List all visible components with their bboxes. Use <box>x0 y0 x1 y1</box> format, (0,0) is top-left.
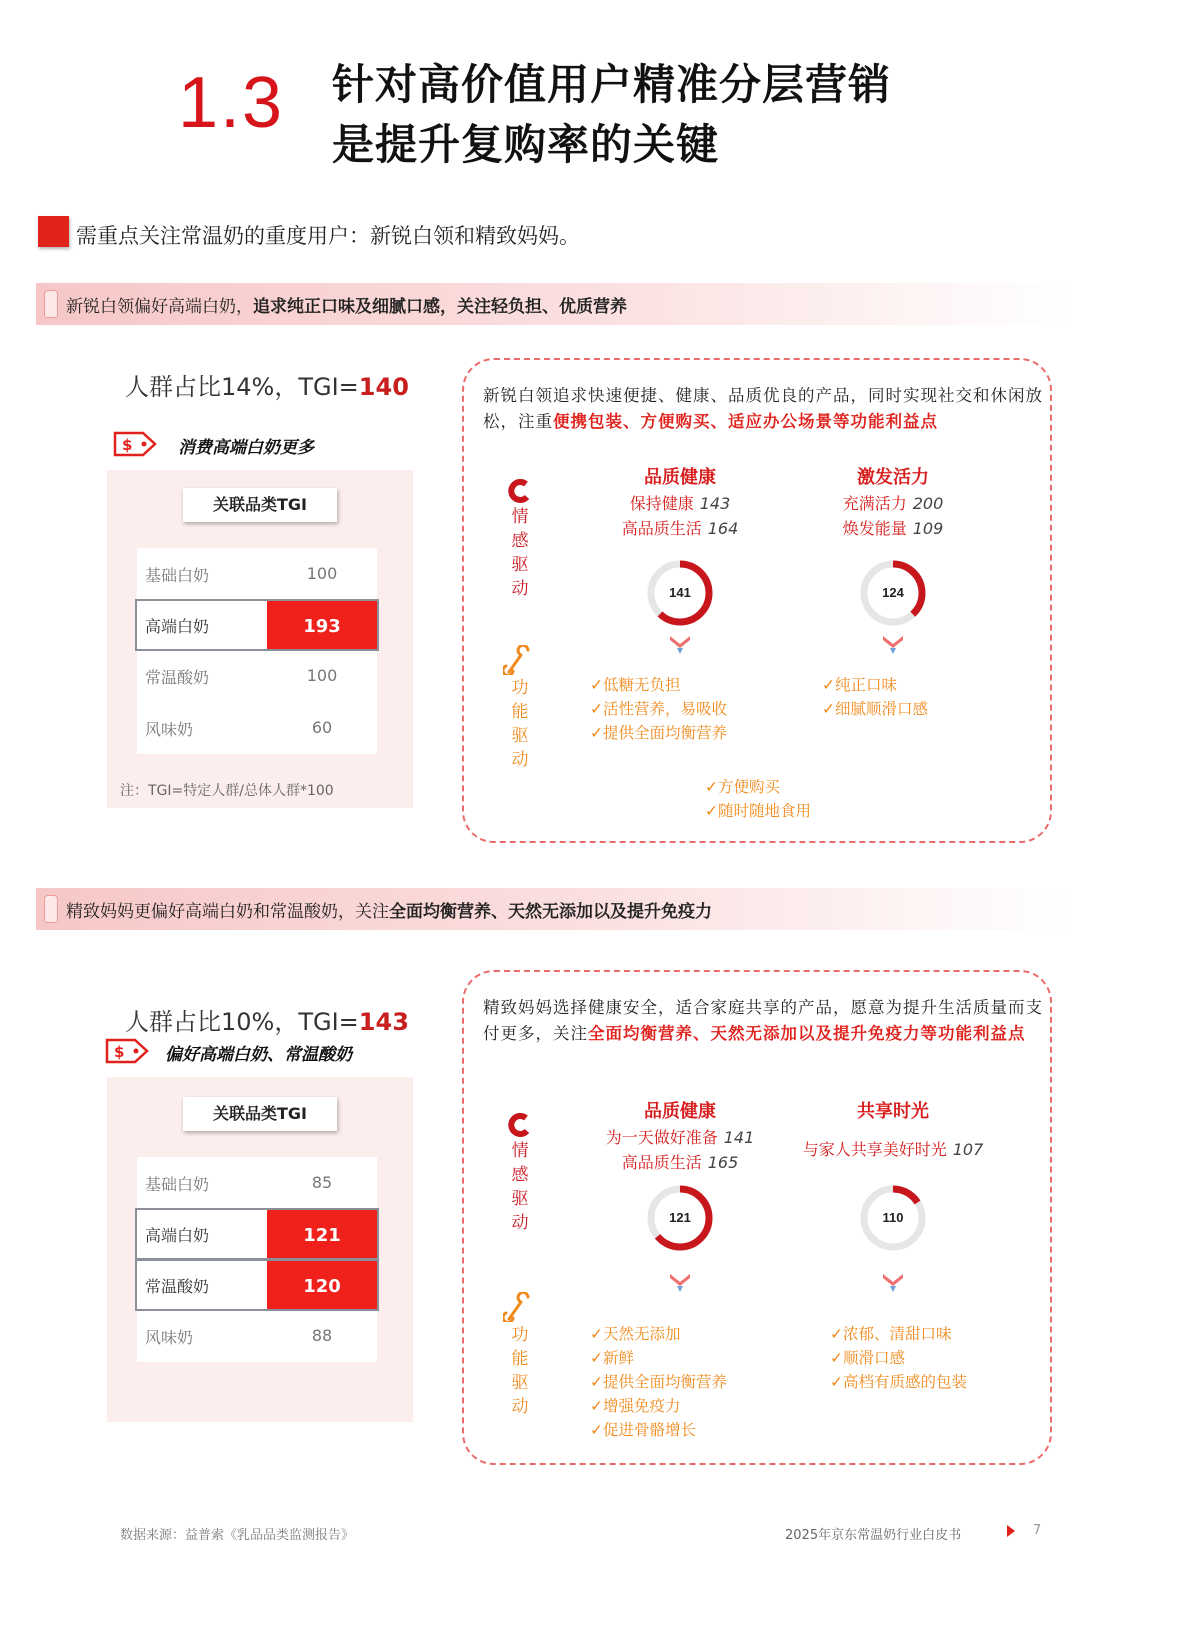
driver-column <box>560 463 800 541</box>
description-text: 精致妈妈选择健康安全，适合家庭共享的产品，愿意为提升生活质量而支付更多，关注 <box>483 998 1043 1043</box>
category-name: 常温酸奶 <box>145 1276 210 1296</box>
driver-label: 充满活力 <box>842 494 907 513</box>
population-share <box>125 1002 409 1037</box>
ring-value: 141 <box>669 585 691 600</box>
tgi-cell: 60 <box>311 718 333 737</box>
wrench-icon <box>503 1292 533 1326</box>
driver-line <box>560 1125 800 1150</box>
driver-label: 保持健康 <box>629 494 694 513</box>
driver-label: 高品质生活 <box>621 519 702 538</box>
function-label: 功能驱动 <box>511 678 529 770</box>
report-name: 2025年京东常温奶行业白皮书 <box>785 1528 962 1543</box>
tgi-cell: 121 <box>267 1210 377 1258</box>
description-highlight: 便携包装、方便购买、适应办公场景等功能利益点 <box>553 412 938 431</box>
driver-title: 共享时光 <box>857 1101 929 1122</box>
page-number: 7 <box>1033 1523 1042 1538</box>
tgi-cell: 85 <box>311 1173 333 1192</box>
chevron-down-icon <box>881 1271 905 1297</box>
driver-line <box>773 516 1013 541</box>
table-row <box>137 650 377 702</box>
driver-value: 200 <box>912 494 944 513</box>
shared-function-item: ✓随时随地食用 <box>705 802 811 820</box>
banner-text: 精致妈妈更偏好高端白奶和常温酸奶，关注 <box>66 901 389 922</box>
tgi-cell: 193 <box>267 601 377 649</box>
ring-value: 110 <box>882 1210 904 1226</box>
driver-title: 品质健康 <box>644 1101 716 1122</box>
function-label: 功能驱动 <box>511 1325 529 1418</box>
function-item: ✓细腻顺滑口感 <box>822 700 928 718</box>
category-name: 基础白奶 <box>145 1174 210 1194</box>
function-item: ✓纯正口味 <box>822 676 897 694</box>
driver-column <box>773 463 1013 541</box>
emotion-label: 情感驱动 <box>511 1141 529 1233</box>
ring-chart <box>645 558 715 628</box>
category-name: 常温酸奶 <box>145 667 210 687</box>
driver-column <box>560 1097 800 1175</box>
driver-value: 107 <box>952 1140 984 1159</box>
table-row <box>135 599 379 651</box>
intro-text: 需重点关注常温奶的重度用户：新锐白领和精致妈妈。 <box>76 224 580 248</box>
function-item: ✓活性营养，易吸收 <box>590 700 727 718</box>
banner-text: 新锐白领偏好高端白奶， <box>66 296 253 317</box>
description-highlight: 全面均衡营养、天然无添加以及提升免疫力等功能利益点 <box>588 1024 1026 1043</box>
tgi-cell: 88 <box>311 1326 333 1345</box>
driver-column <box>773 1097 1013 1162</box>
category-name: 基础白奶 <box>145 565 210 585</box>
category-name: 高端白奶 <box>145 1225 210 1245</box>
driver-line <box>773 1137 1013 1162</box>
table-row <box>137 548 377 600</box>
banner-bold-text: 全面均衡营养、天然无添加以及提升免疫力 <box>389 901 712 922</box>
chevron-down-icon <box>668 1271 692 1297</box>
category-name: 风味奶 <box>145 1327 194 1347</box>
ring-chart <box>645 1183 715 1253</box>
driver-title: 激发活力 <box>857 467 929 488</box>
chevron-down-icon <box>668 633 692 659</box>
ring-value: 121 <box>669 1210 691 1226</box>
driver-label: 高品质生活 <box>621 1153 702 1172</box>
share-text: 人群占比10%，TGI= <box>125 1008 359 1036</box>
section-number: 1.3 <box>178 63 285 143</box>
page-title-line2: 是提升复购率的关键 <box>332 120 720 169</box>
emotion-label: 情感驱动 <box>511 507 529 599</box>
driver-label: 与家人共享美好时光 <box>802 1140 947 1159</box>
section-white-collar <box>0 283 1200 883</box>
driver-value: 141 <box>723 1128 755 1147</box>
ring-chart <box>858 558 928 628</box>
driver-label: 焕发能量 <box>842 519 907 538</box>
tgi-cell: 100 <box>306 564 338 583</box>
function-item: ✓浓郁、清甜口味 <box>830 1325 952 1344</box>
driver-value: 143 <box>699 494 731 513</box>
tag-text: 消费高端白奶更多 <box>178 438 314 458</box>
section-mothers <box>0 895 1200 1495</box>
table-row <box>135 1208 379 1260</box>
wrench-icon <box>503 645 533 679</box>
magnet-icon <box>506 478 532 508</box>
driver-line <box>560 1150 800 1175</box>
triangle-icon <box>1007 1525 1015 1537</box>
driver-line <box>560 491 800 516</box>
driver-value: 109 <box>912 519 944 538</box>
ring-value: 124 <box>882 585 904 600</box>
tgi-value: 140 <box>358 373 409 401</box>
function-item: ✓新鲜 <box>590 1349 634 1368</box>
function-item: ✓低糖无负担 <box>590 676 681 694</box>
driver-value: 164 <box>707 519 739 538</box>
tgi-value: 143 <box>358 1008 409 1036</box>
population-share <box>125 367 409 402</box>
driver-line <box>773 491 1013 516</box>
tgi-table <box>137 1157 377 1362</box>
table-row <box>137 702 377 754</box>
function-item: ✓顺滑口感 <box>830 1349 905 1368</box>
share-text: 人群占比14%，TGI= <box>125 373 359 401</box>
function-item: ✓提供全面均衡营养 <box>590 724 727 742</box>
price-tag-icon <box>105 1038 149 1068</box>
driver-label: 为一天做好准备 <box>605 1128 718 1147</box>
tag-text: 偏好高端白奶、常温酸奶 <box>165 1045 352 1065</box>
driver-line <box>560 516 800 541</box>
banner-bold-text: 追求纯正口味及细腻口感，关注轻负担、优质营养 <box>253 296 627 317</box>
chevron-down-icon <box>881 633 905 659</box>
table-row <box>137 1310 377 1362</box>
category-name: 高端白奶 <box>145 616 210 636</box>
function-item: ✓提供全面均衡营养 <box>590 1373 727 1392</box>
tgi-cell: 120 <box>267 1261 377 1309</box>
price-tag-icon <box>113 431 157 461</box>
data-source: 数据来源：益普索《乳品品类监测报告》 <box>120 1528 355 1543</box>
benefit-description <box>483 995 1043 1047</box>
description-text: 新锐白领追求快速便捷、健康、品质优良的产品，同时实现社交和休闲放松，注重 <box>483 386 1043 431</box>
table-header: 关联品类TGI <box>183 1097 337 1131</box>
function-item: ✓增强免疫力 <box>590 1397 681 1416</box>
function-item: ✓促进骨骼增长 <box>590 1421 696 1440</box>
table-row <box>135 1259 379 1311</box>
function-item: ✓天然无添加 <box>590 1325 681 1344</box>
shared-function-item: ✓方便购买 <box>705 778 780 796</box>
function-item: ✓高档有质感的包装 <box>830 1373 967 1392</box>
tgi-cell: 100 <box>306 666 338 685</box>
bullet-square <box>38 216 69 247</box>
svg-text:$: $ <box>114 1043 125 1061</box>
ring-chart <box>858 1183 928 1253</box>
tgi-note: 注：TGI=特定人群/总体人群*100 <box>120 783 334 799</box>
magnet-icon <box>506 1112 532 1142</box>
category-name: 风味奶 <box>145 719 194 739</box>
driver-title: 品质健康 <box>644 467 716 488</box>
svg-text:$: $ <box>122 436 133 454</box>
table-header: 关联品类TGI <box>183 488 337 522</box>
table-row <box>137 1157 377 1209</box>
page-title-line1: 针对高价值用户精准分层营销 <box>332 60 892 109</box>
benefit-description <box>483 383 1043 435</box>
driver-value: 165 <box>707 1153 739 1172</box>
tgi-table <box>137 548 377 754</box>
